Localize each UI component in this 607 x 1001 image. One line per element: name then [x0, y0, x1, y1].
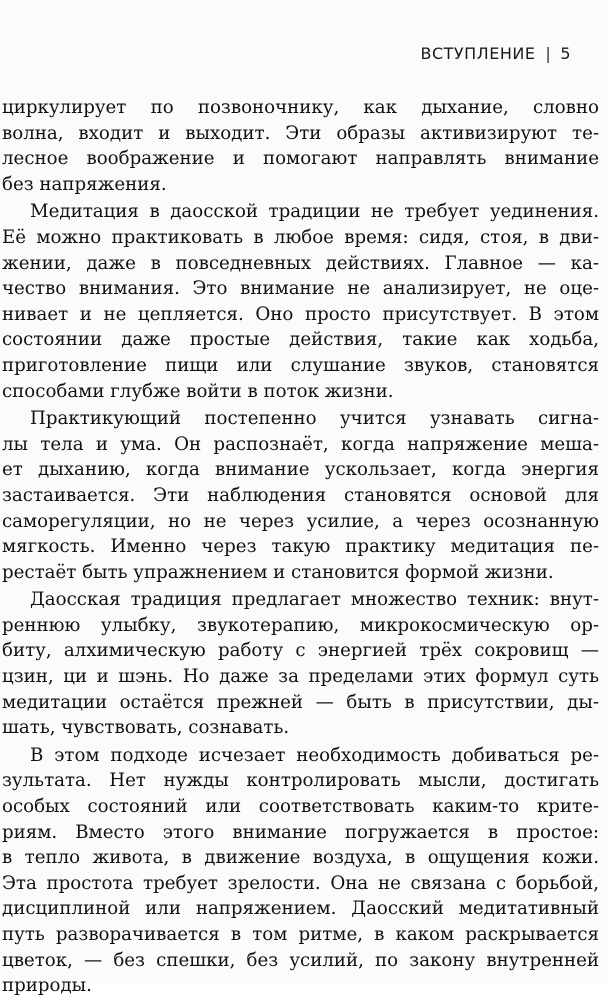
body-text	[2, 95, 599, 1001]
text-line: волна, входит и выходит. Эти образы активизируют те-	[2, 122, 599, 144]
header-separator: |	[545, 44, 552, 63]
paragraph-4	[2, 587, 599, 741]
text-line: состоянии даже простые действия, такие как ходьба,	[2, 329, 599, 351]
text-line: В этом подходе исчезает необходимость добиваться ре-	[30, 744, 599, 766]
text-line: жении, даже в повседневных действиях. Главное — ка-	[2, 252, 599, 274]
text-line: мягкость. Именно через такую практику медитация пе-	[2, 536, 599, 558]
page-number: 5	[560, 44, 571, 63]
text-line: приготовление пищи или слушание звуков, становятся	[2, 354, 599, 376]
text-line: шать, чувствовать, сознавать.	[2, 717, 290, 739]
text-line: без напряжения.	[2, 173, 167, 195]
running-head	[420, 44, 571, 63]
text-line: лы тела и ума. Он распознаёт, когда напряжение меша-	[2, 433, 599, 455]
text-line: саморегуляции, но не через усилие, а через осознанную	[2, 510, 599, 532]
paragraph-3	[2, 406, 599, 585]
text-line: циркулирует по позвоночнику, как дыхание, словно	[2, 97, 599, 118]
text-line: цзин, ци и шэнь. Но даже за пределами этих формул суть	[2, 666, 599, 688]
text-line: дисциплиной или напряжением. Даосский медитативный	[2, 898, 599, 920]
text-line: лесное воображение и помогают направлять внимание	[2, 148, 599, 170]
text-line: цветок, — без спешки, без усилий, по закону внутренней	[2, 949, 599, 971]
paragraph-2	[2, 199, 599, 404]
text-line: способами глубже войти в поток жизни.	[2, 380, 394, 402]
text-line: чество внимания. Это внимание не анализирует, не оце-	[2, 278, 599, 300]
text-line: Даосская традиция предлагает множество техник: внут-	[30, 589, 599, 611]
text-line: в тепло живота, в движение воздуха, в ощущения кожи.	[2, 847, 599, 869]
text-line: биту, алхимическую работу с энергией трёх сокровищ —	[2, 640, 599, 662]
text-line: ет дыханию, когда внимание ускользает, когда энергия	[2, 459, 599, 481]
paragraph-5	[2, 743, 599, 999]
text-line: реннюю улыбку, звукотерапию, микрокосмическую ор-	[2, 614, 599, 636]
text-line: Практикующий постепенно учится узнавать сигна-	[30, 408, 599, 430]
text-line: риям. Вместо этого внимание погружается в простое:	[2, 821, 599, 843]
text-line: путь разворачивается в том ритме, в каком раскрывается	[2, 924, 599, 945]
text-line: Медитация в даосской традиции не требует уединения.	[30, 201, 599, 223]
text-line: зультата. Нет нужды контролировать мысли, достигать	[2, 770, 599, 792]
text-line: рестаёт быть упражнением и становится формой жизни.	[2, 561, 554, 583]
text-line: застаивается. Эти наблюдения становятся основой для	[2, 484, 599, 506]
text-line: Эта простота требует зрелости. Она не связана с борьбой,	[2, 872, 599, 894]
text-line: Её можно практиковать в любое время: сидя, стоя, в дви-	[2, 226, 599, 248]
text-line: особых состояний или соответствовать каким-то крите-	[2, 796, 599, 818]
chapter-title: ВСТУПЛЕНИЕ	[420, 44, 536, 63]
text-line: природы.	[2, 975, 92, 997]
paragraph-1	[2, 95, 599, 197]
text-line: нивает и не цепляется. Оно просто присутствует. В этом	[2, 303, 599, 325]
text-line: медитации остаётся прежней — быть в присутствии, ды-	[2, 691, 599, 713]
